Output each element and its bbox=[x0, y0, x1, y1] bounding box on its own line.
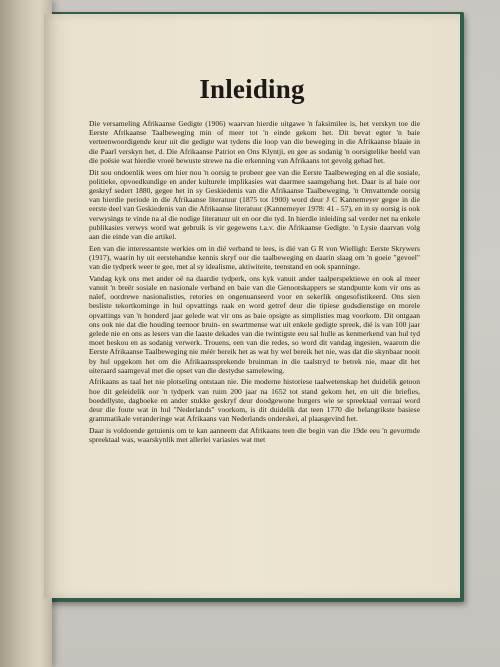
paragraph: Die versameling Afrikaanse Gedigte (1906) waarvan hierdie uitgawe 'n faksimilee is, het verskyn toe die Eerste Afrikaanse Taalbeweging min of meer tot 'n einde gekom het. Dit bevat egter 'n baie verteenwoordigende keur uit die gedigte wat tydens die loop van die beweging in die Afrikaanse blaaie in die Paarl verskyn het, d. Die Afrikaanse Patriot en Ons Klyntji, en gee as sodanig 'n oorsigtelike beeld van die poësie wat hierdie vroeë bewuste strewe na die erkenning van Afrikaans tot gevolg gehad het. bbox=[89, 119, 420, 165]
paragraph: Afrikaans as taal het nie plotseling ontstaan nie. Die moderne historiese taalwetenskap het duidelik getoon hoe dit geleidelik oor 'n tydperk van ruim 200 jaar na 1652 tot stand gekom het, en uit die briefies, boedellyste, dagboeke en ander stukke geskryf deur doodgewone burgers wie se spreektaal verraai word deur die foute wat in hul "Nederlands" voorkom, is dit duidelik dat teen 1770 die belangrikste basiese grammatikale veranderinge wat Afrikaans van Nederlands onderskei, al plaasgevind het. bbox=[89, 377, 420, 424]
paragraph: Een van die interessantste werkies om in dié verband te lees, is dié van G R von Wielligh: Eerste Skrywers (1917), waarin hy uit eerstehandse kennis skryf oor die taalbeweging en daarin slaag om 'n goeie "gevoel" van die tydperk weer te gee, met al sy idealisme, aktiwiteite, teenstand en ook spanninge. bbox=[89, 243, 420, 272]
body-text bbox=[89, 119, 420, 447]
book-page bbox=[44, 14, 460, 598]
paragraph: Vandag kyk ons met ander oë na daardie tydperk, ons kyk vanuit ander taalperspektiewe en ook al meer vanuit 'n breër sosiale en nasionale verband en baie van die Genootskappers se standpunte kom vir ons as naïef, oordrewe nasionalisties, retories en ongenuanseerd voor en sekerlik ongesofistikeerd. Ons sien besliste tekortkominge in hul opvattings raak en word getref deur die tipiese godsdienstige en morele opvattings van 'n honderd jaar gelede wat vir ons as baie opsigte as simplisties mag voorkom. Dit ontgaan ons ook nie dat die houding teenoor bruin- en swartmense wat uit enkele gedigte spreek, dié is van 100 jaar gelede nie en ons as lesers van die laaste dekades van die twintigste eeu sal hulle as kenmerkend van hul tyd moet beskou en as sodanig verwerk. Trouens, een van die redes, so word dit vandag ingesien, waarom die Eerste Afrikaanse Taalbeweging nie méér bereik het as wat hy wel bereik het nie, was dat die skynbaar nooit by hul opgekom het om die Afrikaanssprekende bruinman in die taalstryd te betrek nie, maar dit het uiteraard saamgeval met die opset van die destydse samelewing. bbox=[89, 273, 420, 375]
paragraph: Dit sou ondoenlik wees om hier nou 'n oorsig te probeer gee van die Eerste Taalbeweging en al die sosiale, politieke, opvoedkundige en ander kulturele implikasies wat daarmee saamgehang het. Daar is al baie oor geskryf sedert 1880, gegee het in sy Geskiedenis van die Afrikaanse Taalbeweging. 'n Omvattende oorsig van hierdie periode in die Afrikaanse literatuur (1875 tot 1900) word deur J C Kannemeyer gegee in die eerste deel van Geskiedenis van die Afrikaanse literatuur (Kannemeyer 1978: 41 - 57), en in sy oorsig is ook verwysings te vinde na al die nodige literatuur uit en oor die tyd. In hierdie inleiding sal verder net na enkele publikasies verwys word wat gebruik is vir gegewens t.a.v. die Afrikaanse Gedigte. 'n Lysie daarvan volg aan die einde van die artikel. bbox=[89, 167, 420, 241]
paragraph: Daar is voldoende getuienis om te kan aanneem dat Afrikaans teen die begin van die 19de eeu 'n gevormde spreektaal was, waarskynlik met allerlei variasies wat met bbox=[89, 426, 420, 445]
page-title: Inleiding bbox=[199, 74, 305, 104]
